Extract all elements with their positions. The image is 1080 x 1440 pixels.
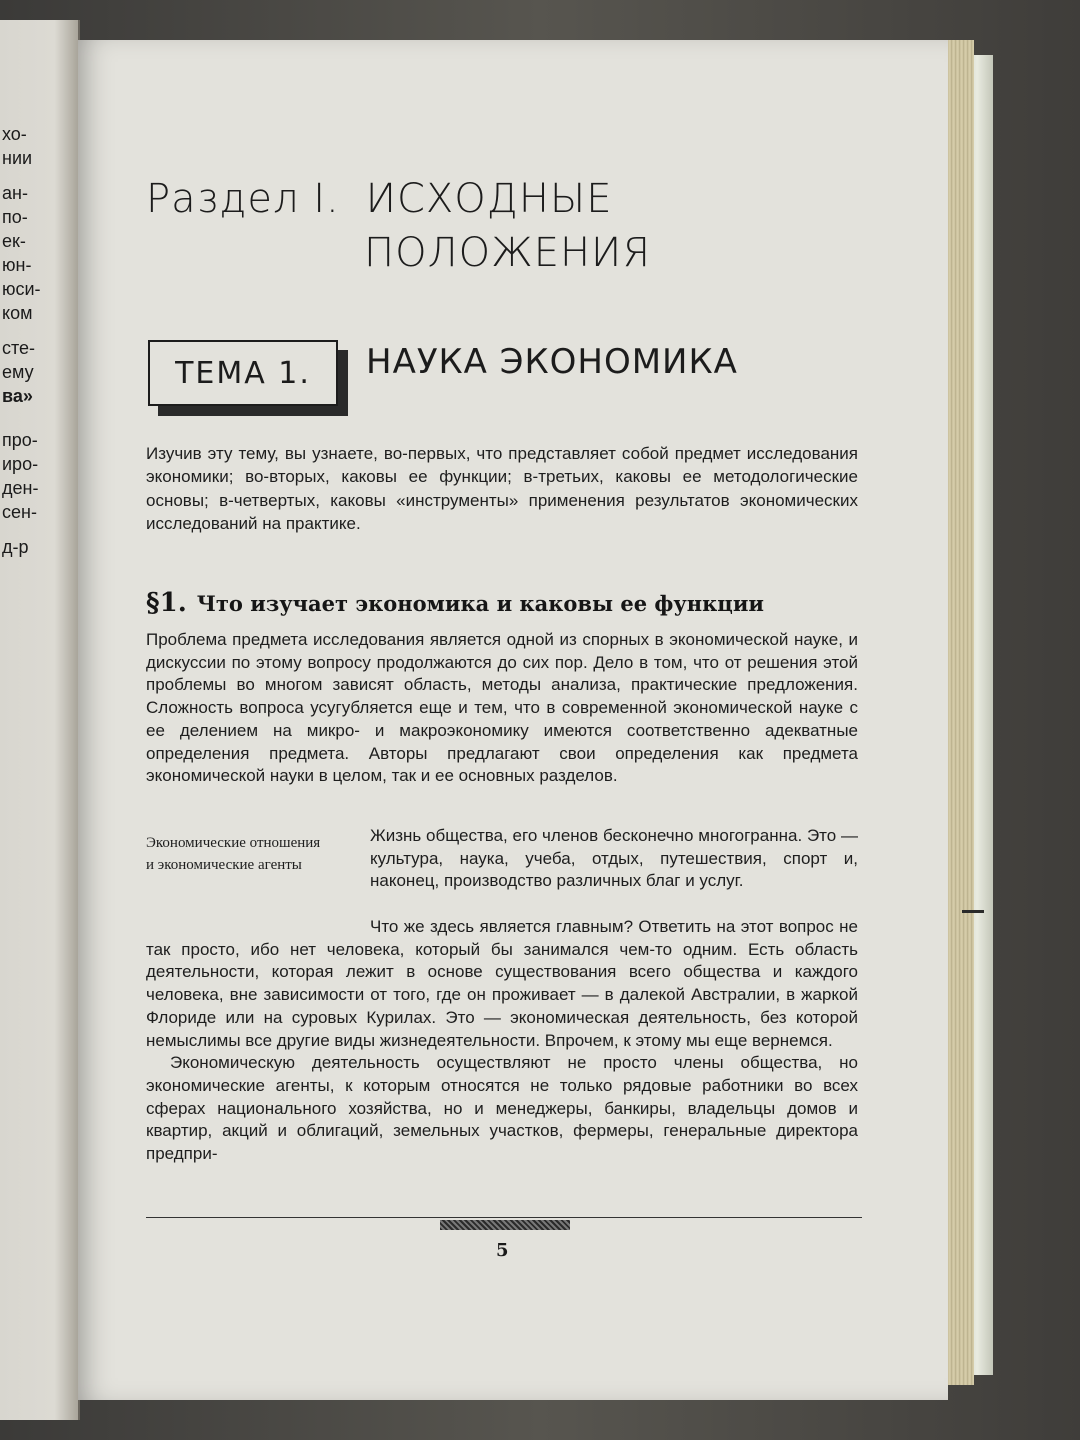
page-stack-edge — [944, 40, 974, 1385]
body-paragraph-3: Что же здесь является главным? Ответить на этот вопрос не так просто, ибо нет человека, который бы занимался чем-то одним. Есть область деятельности, которая лежит в основе существования всего общества и каждого человека, вне зависимости от того, где он проживает — в далекой Австралии, в жаркой Флориде или на суровых Курилах. Это — экономическая деятельность, без которой немыслимы все другие виды жизнедеятельности. Впрочем, к этому мы еще вернемся. — [146, 917, 858, 1050]
left-page-fragment: д-р — [2, 537, 29, 557]
left-page-fragment: ва» — [2, 386, 33, 406]
page-number: 5 — [496, 1240, 509, 1261]
left-page-fragment: ан- — [2, 183, 28, 203]
left-page-fragment: по- — [2, 207, 28, 227]
footer-ornament — [440, 1220, 570, 1230]
topic-label: ТЕМА 1. — [175, 355, 311, 391]
margin-note: Экономические отношения и экономические агенты — [146, 835, 321, 873]
section-heading — [146, 176, 651, 276]
topic-title: НАУКА ЭКОНОМИКА — [366, 342, 738, 382]
left-page-fragment: ком — [2, 303, 33, 323]
paragraph-number: §1. — [146, 588, 187, 618]
paragraph-title: Что изучает экономика и каковы ее функции — [196, 591, 764, 616]
left-page-fragment: про- — [2, 430, 38, 450]
left-page-fragment: сен- — [2, 502, 37, 522]
body-paragraph-1: Проблема предмета исследования является одной из спорных в экономической науке, и дискуссии по этому вопросу продолжаются до сих пор. Дело в том, что от решения этой проблемы во многом зависят область, методы анализа, практические предложения. Сложность вопроса усугубляется еще и тем, что в современной экономической науке с ее делением на микро- и макроэкономику имеются соответственно адекватные определения предмета. Авторы предлагают свои определения как предмета экономической науки в целом, так и ее основных разделов. — [146, 630, 858, 786]
left-page-fragment: ек- — [2, 231, 26, 251]
left-page-fragment: хо- — [2, 124, 27, 144]
left-page-fragment: нии — [2, 148, 33, 168]
left-page-fragment: ден- — [2, 478, 39, 498]
body-paragraph-2: Жизнь общества, его членов бесконечно многогранна. Это — культура, наука, учеба, отдых, путешествия, спорт и, наконец, производство различных благ и услуг. — [370, 826, 858, 891]
section-label: Раздел I. — [146, 176, 340, 222]
section-title-line1: ИСХОДНЫЕ — [365, 176, 613, 222]
left-page-fragment: сте- — [2, 338, 36, 358]
body-continuation — [146, 916, 858, 1166]
paragraph-heading — [146, 588, 764, 618]
left-page-fragment: юси- — [2, 279, 41, 299]
left-page — [0, 20, 80, 1420]
left-page-fragment: иро- — [2, 454, 39, 474]
footer-rule — [146, 1217, 862, 1218]
cover-mark — [962, 910, 984, 913]
left-page-fragment: ему — [2, 362, 34, 382]
body-paragraph-4: Экономическую деятельность осуществляют не просто члены общества, но экономические агенты, к которым относятся не только рядовые работники во всех сферах национального хозяйства, но и менеджеры, банкиры, владельцы домов и квартир, акций и облигаций, земельных участков, фермеры, генеральные директора предпри- — [146, 1053, 858, 1164]
topic-intro: Изучив эту тему, вы узнаете, во-первых, что представляет собой предмет исследования экономики; во-вторых, каковы ее функции; в-третьих, каковы ее методологические основы; в-четвертых, каковы «инструменты» применения результатов экономических исследований на практике. — [146, 444, 858, 534]
section-title-line2: ПОЛОЖЕНИЯ — [364, 230, 652, 276]
left-page-fragment: юн- — [2, 255, 32, 275]
topic-label-box — [148, 340, 338, 406]
